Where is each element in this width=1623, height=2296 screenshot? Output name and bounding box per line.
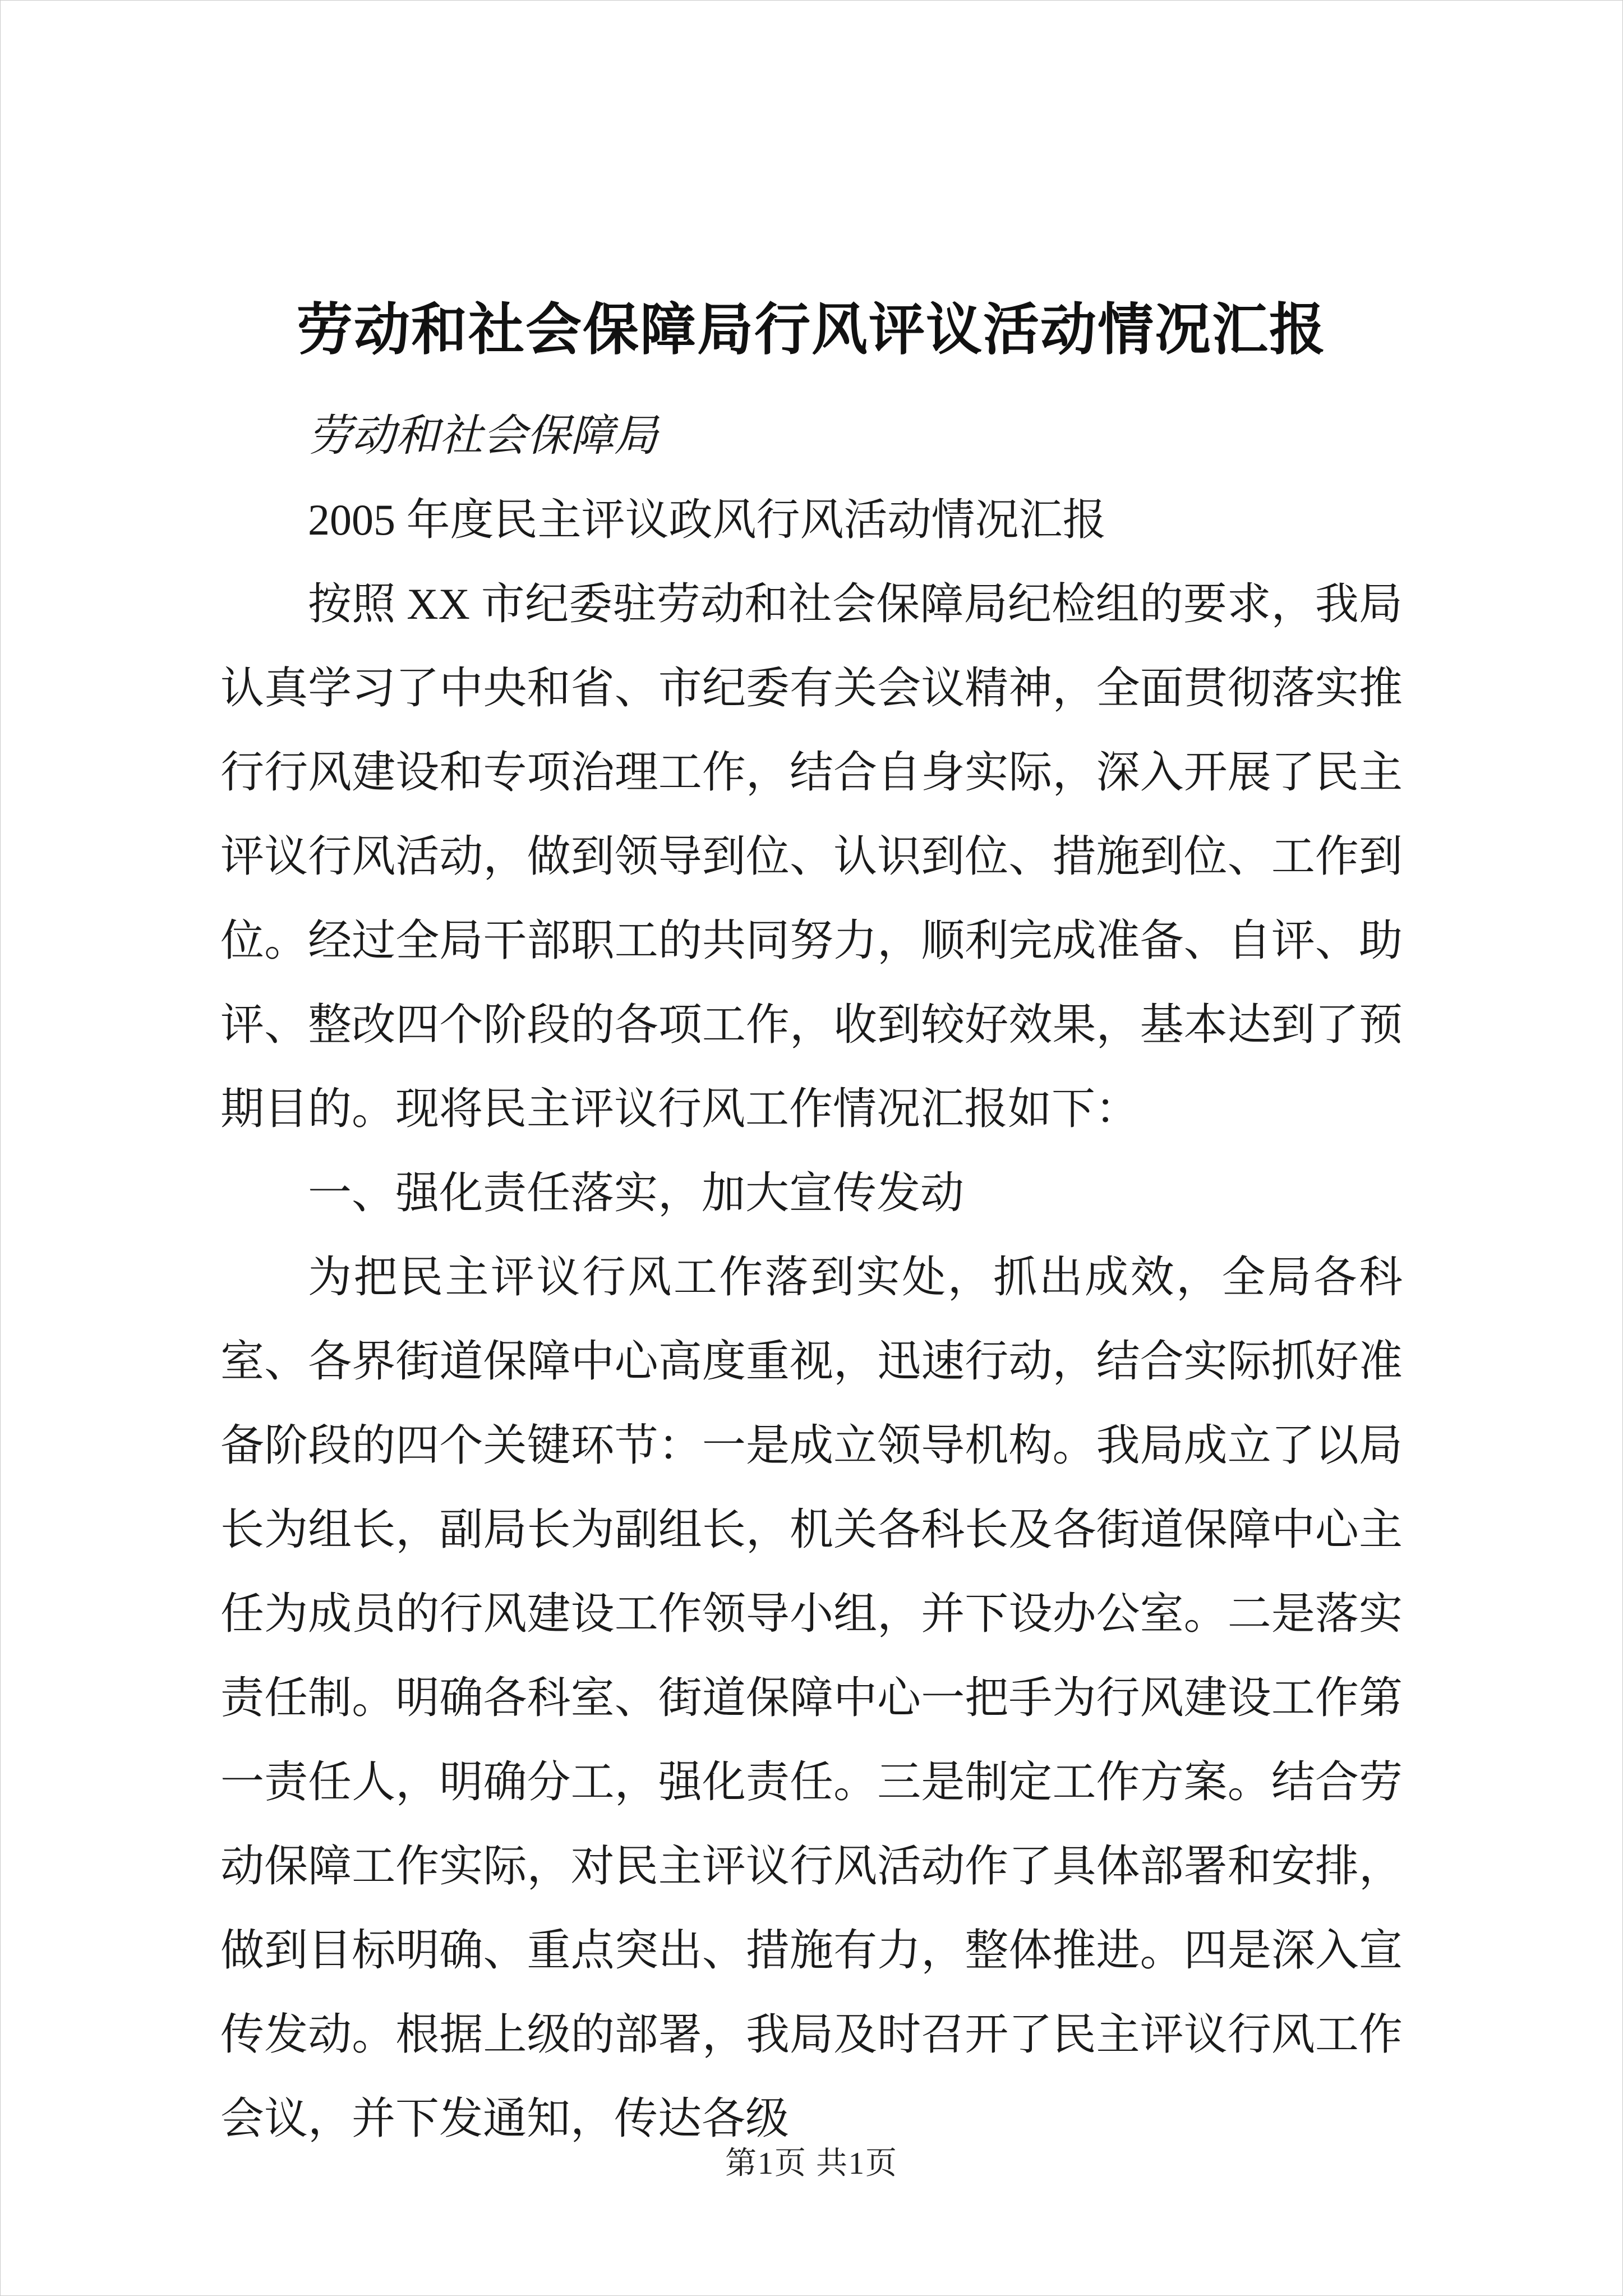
report-subheading: 2005 年度民主评议政风行风活动情况汇报 bbox=[308, 495, 1106, 544]
section-heading-1: 一、强化责任落实，加大宣传发动 bbox=[308, 1168, 965, 1217]
body-paragraph-2: 为把民主评议行风工作落到实处，抓出成效，全局各科室、各界街道保障中心高度重视，迅速行动，结合实际抓好准备阶段的四个关键环节：一是成立领导机构。我局成立了以局长为组长，副局长为副组长，机关各科长及各街道保障中心主任为成员的行风建设工作领导小组，并下设办公室。二是落实责任制。明确各科室、街道保障中心一把手为行风建设工作第一责任人，明确分工，强化责任。三是制定工作方案。结合劳动保障工作实际，对民主评议行风活动作了具体部署和安排，做到目标明确、重点突出、措施有力，整体推进。四是深入宣传发动。根据上级的部署，我局及时召开了民主评议行风工作会议，并下发通知，传达各级 bbox=[220, 1253, 1403, 2143]
page-footer bbox=[1, 2138, 1622, 2183]
author-line: 劳动和社会保障局 bbox=[308, 411, 658, 460]
document-title: 劳动和社会保障局行风评议活动情况汇报 bbox=[297, 299, 1326, 361]
body-paragraph-1: 按照 XX 市纪委驻劳动和社会保障局纪检组的要求，我局认真学习了中央和省、市纪委有关会议精神，全面贯彻落实推行行风建设和专项治理工作，结合自身实际，深入开展了民主评议行风活动，做到领导到位、认识到位、措施到位、工作到位。经过全局干部职工的共同努力，顺利完成准备、自评、助评、整改四个阶段的各项工作，收到较好效果，基本达到了预期目的。现将民主评议行风工作情况汇报如下： bbox=[220, 579, 1403, 1133]
page-number-text: 第1页 共1页 bbox=[725, 2146, 898, 2181]
